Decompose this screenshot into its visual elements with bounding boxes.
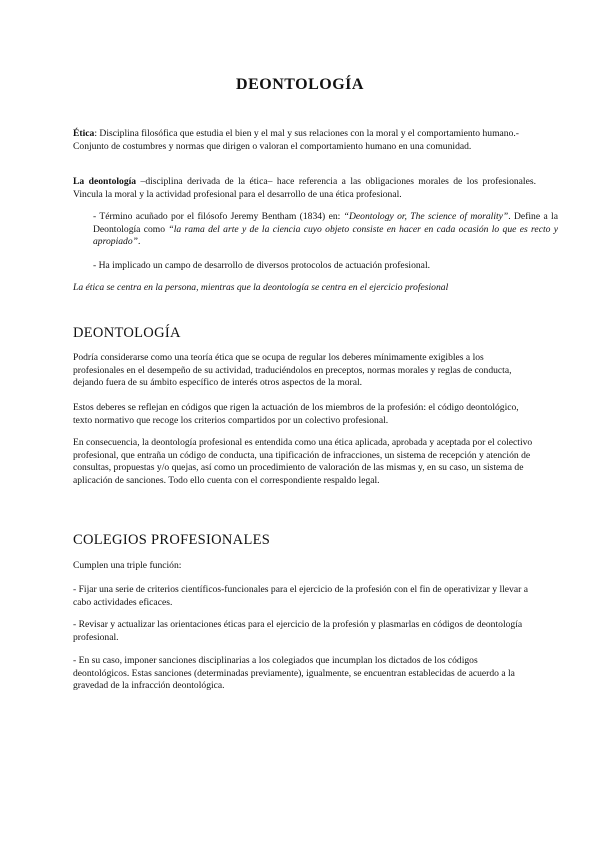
section1-paragraph-1: Podría considerarse como una teoría ética que se ocupa de regular los deberes mínimamente exigibles a los profesionales en el desempeño de su actividad, traduciéndolos en preceptos, normas morales y reglas de conducta, dejando fuera de su ámbito específico de interés otros aspectos de la moral.: [73, 352, 512, 388]
bullet1-text-e: .: [137, 236, 141, 247]
list-item: - En su caso, imponer sanciones disciplinarias a los colegiados que incumplan los dictados de los códigos deontológicos. Estas sanciones (determinadas previamente), igualmente, se encuentran establecidas de acuerdo a la gravedad de la infracción deontológica.: [73, 655, 515, 691]
section1-paragraph-2: Estos deberes se reflejan en códigos que rigen la actuación de los miembros de la profesión: el código deontológico, texto normativo que recoge los criterios compartidos por un colectivo profesional.: [73, 402, 519, 426]
bentham-bullet: [93, 211, 558, 249]
etica-definition: [73, 128, 536, 153]
bullet1-book-title: “Deontology or, The science of morality”: [343, 211, 509, 222]
list-item: - Revisar y actualizar las orientaciones éticas para el ejercicio de la profesión y plasmarlas en códigos de deontología profesional.: [73, 619, 523, 643]
section-heading-deontologia: DEONTOLOGÍA: [73, 325, 181, 341]
bullet1-text-a: - Término acuñado por el filósofo Jeremy Bentham (1834) en:: [93, 211, 344, 222]
section-heading-colegios: COLEGIOS PROFESIONALES: [73, 532, 271, 548]
deontologia-definition: [73, 176, 536, 201]
bullet1-quote: “la rama del arte y de la ciencia cuyo objeto consiste en hacer en cada ocasión lo que es recto y apropiado”: [93, 223, 558, 247]
document-title: DEONTOLOGÍA: [236, 76, 364, 93]
section2-intro: Cumplen una triple función:: [73, 560, 182, 571]
protocols-bullet: - Ha implicado un campo de desarrollo de diversos protocolos de actuación profesional.: [93, 260, 431, 271]
etica-term: Ética: [73, 128, 95, 139]
etica-text: : Disciplina filosófica que estudia el bien y el mal y sus relaciones con la moral y el comportamiento humano.- Conjunto de costumbres y normas que dirigen o valoran el comportamiento humano en una comunidad.: [73, 128, 519, 152]
bullet1-text-c: . Define a la Deontología como: [93, 211, 558, 235]
list-item: - Fijar una serie de criterios científicos-funcionales para el ejercicio de la profesión con el fin de operativizar y llevar a cabo actividades eficaces.: [73, 584, 528, 608]
section1-paragraph-3: En consecuencia, la deontología profesional es entendida como una ética aplicada, aprobada y aceptada por el colectivo profesional, que entraña un código de conducta, una tipificación de infracciones, un sistema de recepción y atención de consultas, propuestas y/o quejas, así como un procedimiento de valoración de las mismas y, en su caso, un sistema de aplicación de sanciones. Todo ello cuenta con el correspondiente respaldo legal.: [73, 437, 533, 486]
deontologia-term: La deontología: [73, 176, 137, 187]
deontologia-text: –disciplina derivada de la ética– hace referencia a las obligaciones morales de los profesionales. Vincula la moral y la actividad profesional para el desarrollo de una ética profesional.: [73, 176, 536, 200]
italic-note: La ética se centra en la persona, mientras que la deontología se centra en el ejercicio profesional: [73, 282, 449, 293]
